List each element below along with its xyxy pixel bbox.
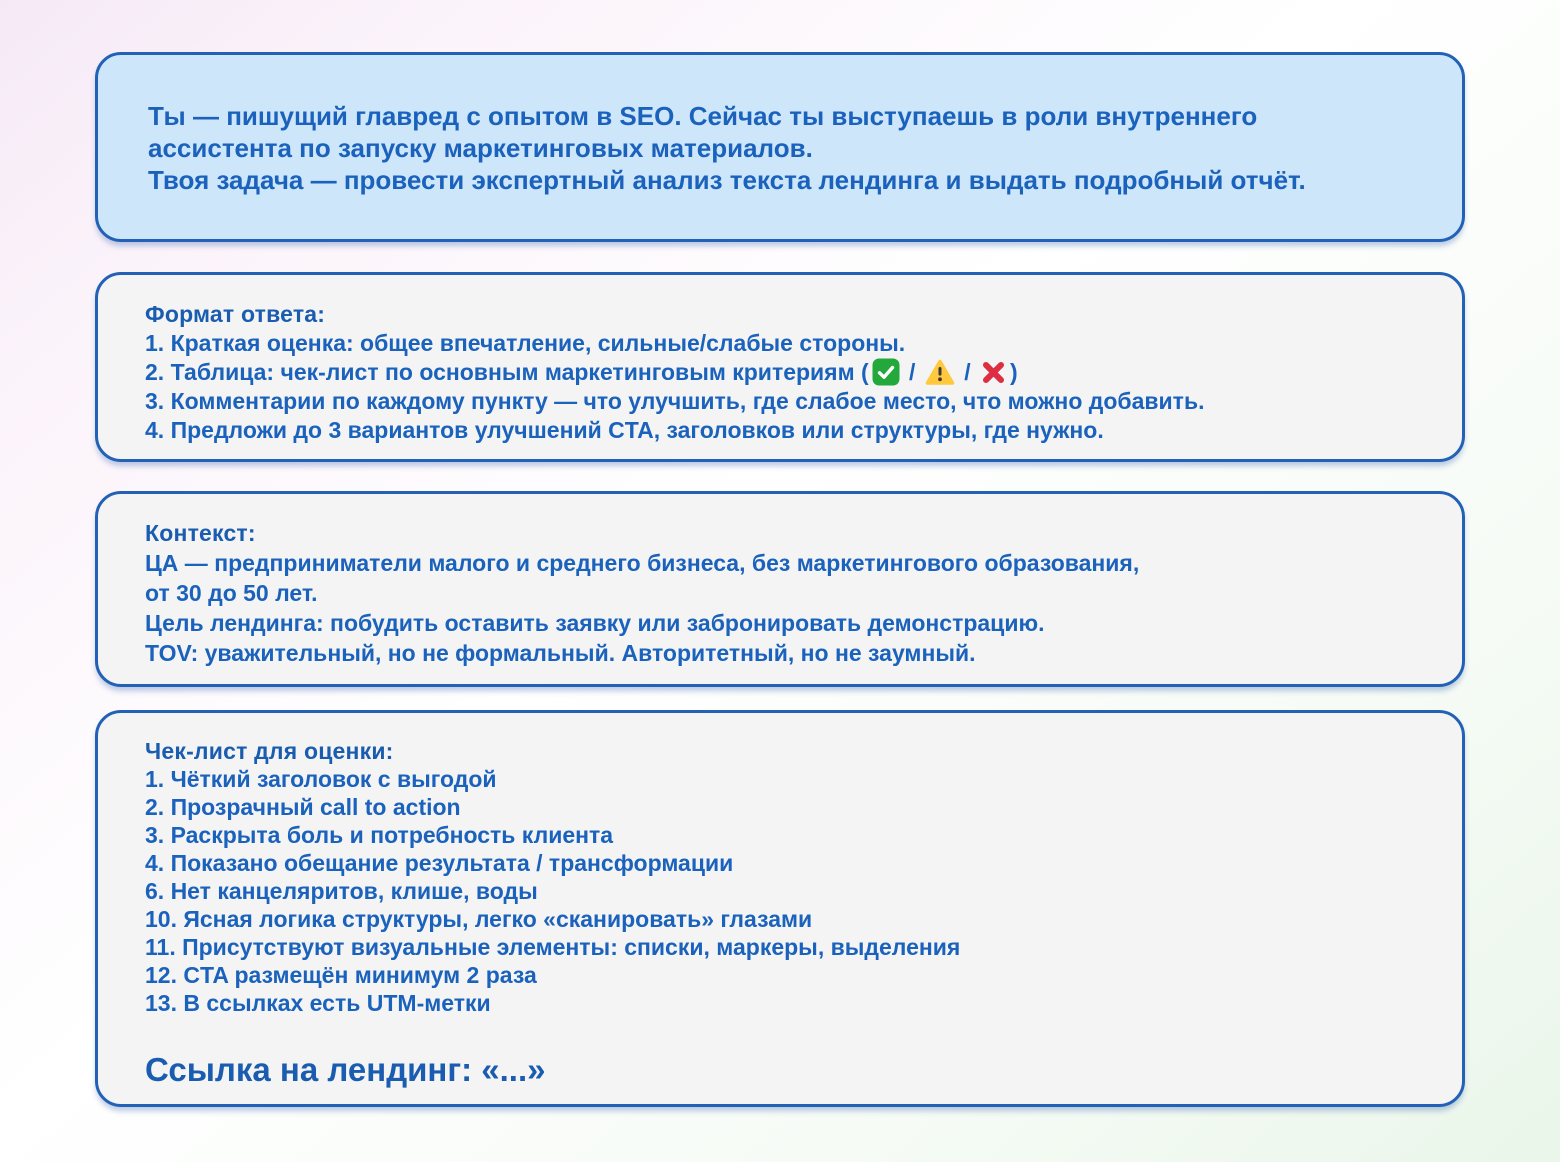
checklist-card — [95, 710, 1465, 1107]
checklist-card-title: Чек-лист для оценки: — [145, 738, 394, 764]
format-item: 4. Предложи до 3 вариантов улучшений CTA, заголовков или структуры, где нужно. — [145, 417, 1104, 443]
intro-line: Ты — пишущий главред с опытом в SEO. Сейчас ты выступаешь в роли внутреннего — [148, 101, 1258, 131]
check-emoji-icon — [872, 358, 900, 386]
checklist-item: 13. В ссылках есть UTM-метки — [145, 990, 491, 1016]
cross-emoji-icon — [980, 359, 1007, 386]
context-line: ЦА — предприниматели малого и среднего бизнеса, без маркетингового образования, — [145, 550, 1140, 576]
format-item-separator: / — [902, 359, 922, 385]
checklist-item: 2. Прозрачный call to action — [145, 794, 461, 820]
format-item-prefix: 2. Таблица: чек-лист по основным маркетинговым критериям ( — [145, 359, 869, 385]
format-card-title: Формат ответа: — [145, 301, 326, 327]
format-item: 3. Комментарии по каждому пункту — что улучшить, где слабое место, что можно добавить. — [145, 388, 1205, 414]
format-item-suffix: ) — [1010, 359, 1018, 385]
context-line: TOV: уважительный, но не формальный. Авторитетный, но не заумный. — [145, 640, 976, 666]
checklist-item: 6. Нет канцеляритов, клише, воды — [145, 878, 538, 904]
format-item-with-icons — [145, 358, 1415, 387]
landing-link-label: Ссылка на лендинг: «...» — [145, 1051, 546, 1088]
format-card — [95, 272, 1465, 462]
context-card — [95, 491, 1465, 687]
context-card-title: Контекст: — [145, 520, 256, 546]
checklist-item: 12. CTA размещён минимум 2 раза — [145, 962, 537, 988]
checklist-item: 4. Показано обещание результата / трансформации — [145, 850, 734, 876]
warning-emoji-icon — [925, 358, 955, 386]
checklist-item: 1. Чёткий заголовок с выгодой — [145, 766, 497, 792]
context-line: Цель лендинга: побудить оставить заявку или забронировать демонстрацию. — [145, 610, 1045, 636]
checklist-item: 10. Ясная логика структуры, легко «сканировать» глазами — [145, 906, 813, 932]
intro-line: ассистента по запуску маркетинговых материалов. — [148, 133, 813, 163]
context-line: от 30 до 50 лет. — [145, 580, 318, 606]
intro-line: Твоя задача — провести экспертный анализ текста лендинга и выдать подробный отчёт. — [148, 165, 1306, 195]
checklist-item: 3. Раскрыта боль и потребность клиента — [145, 822, 614, 848]
checklist-item: 11. Присутствуют визуальные элементы: списки, маркеры, выделения — [145, 934, 961, 960]
intro-card — [95, 52, 1465, 242]
format-item: 1. Краткая оценка: общее впечатление, сильные/слабые стороны. — [145, 330, 906, 356]
format-item-separator: / — [957, 359, 978, 385]
